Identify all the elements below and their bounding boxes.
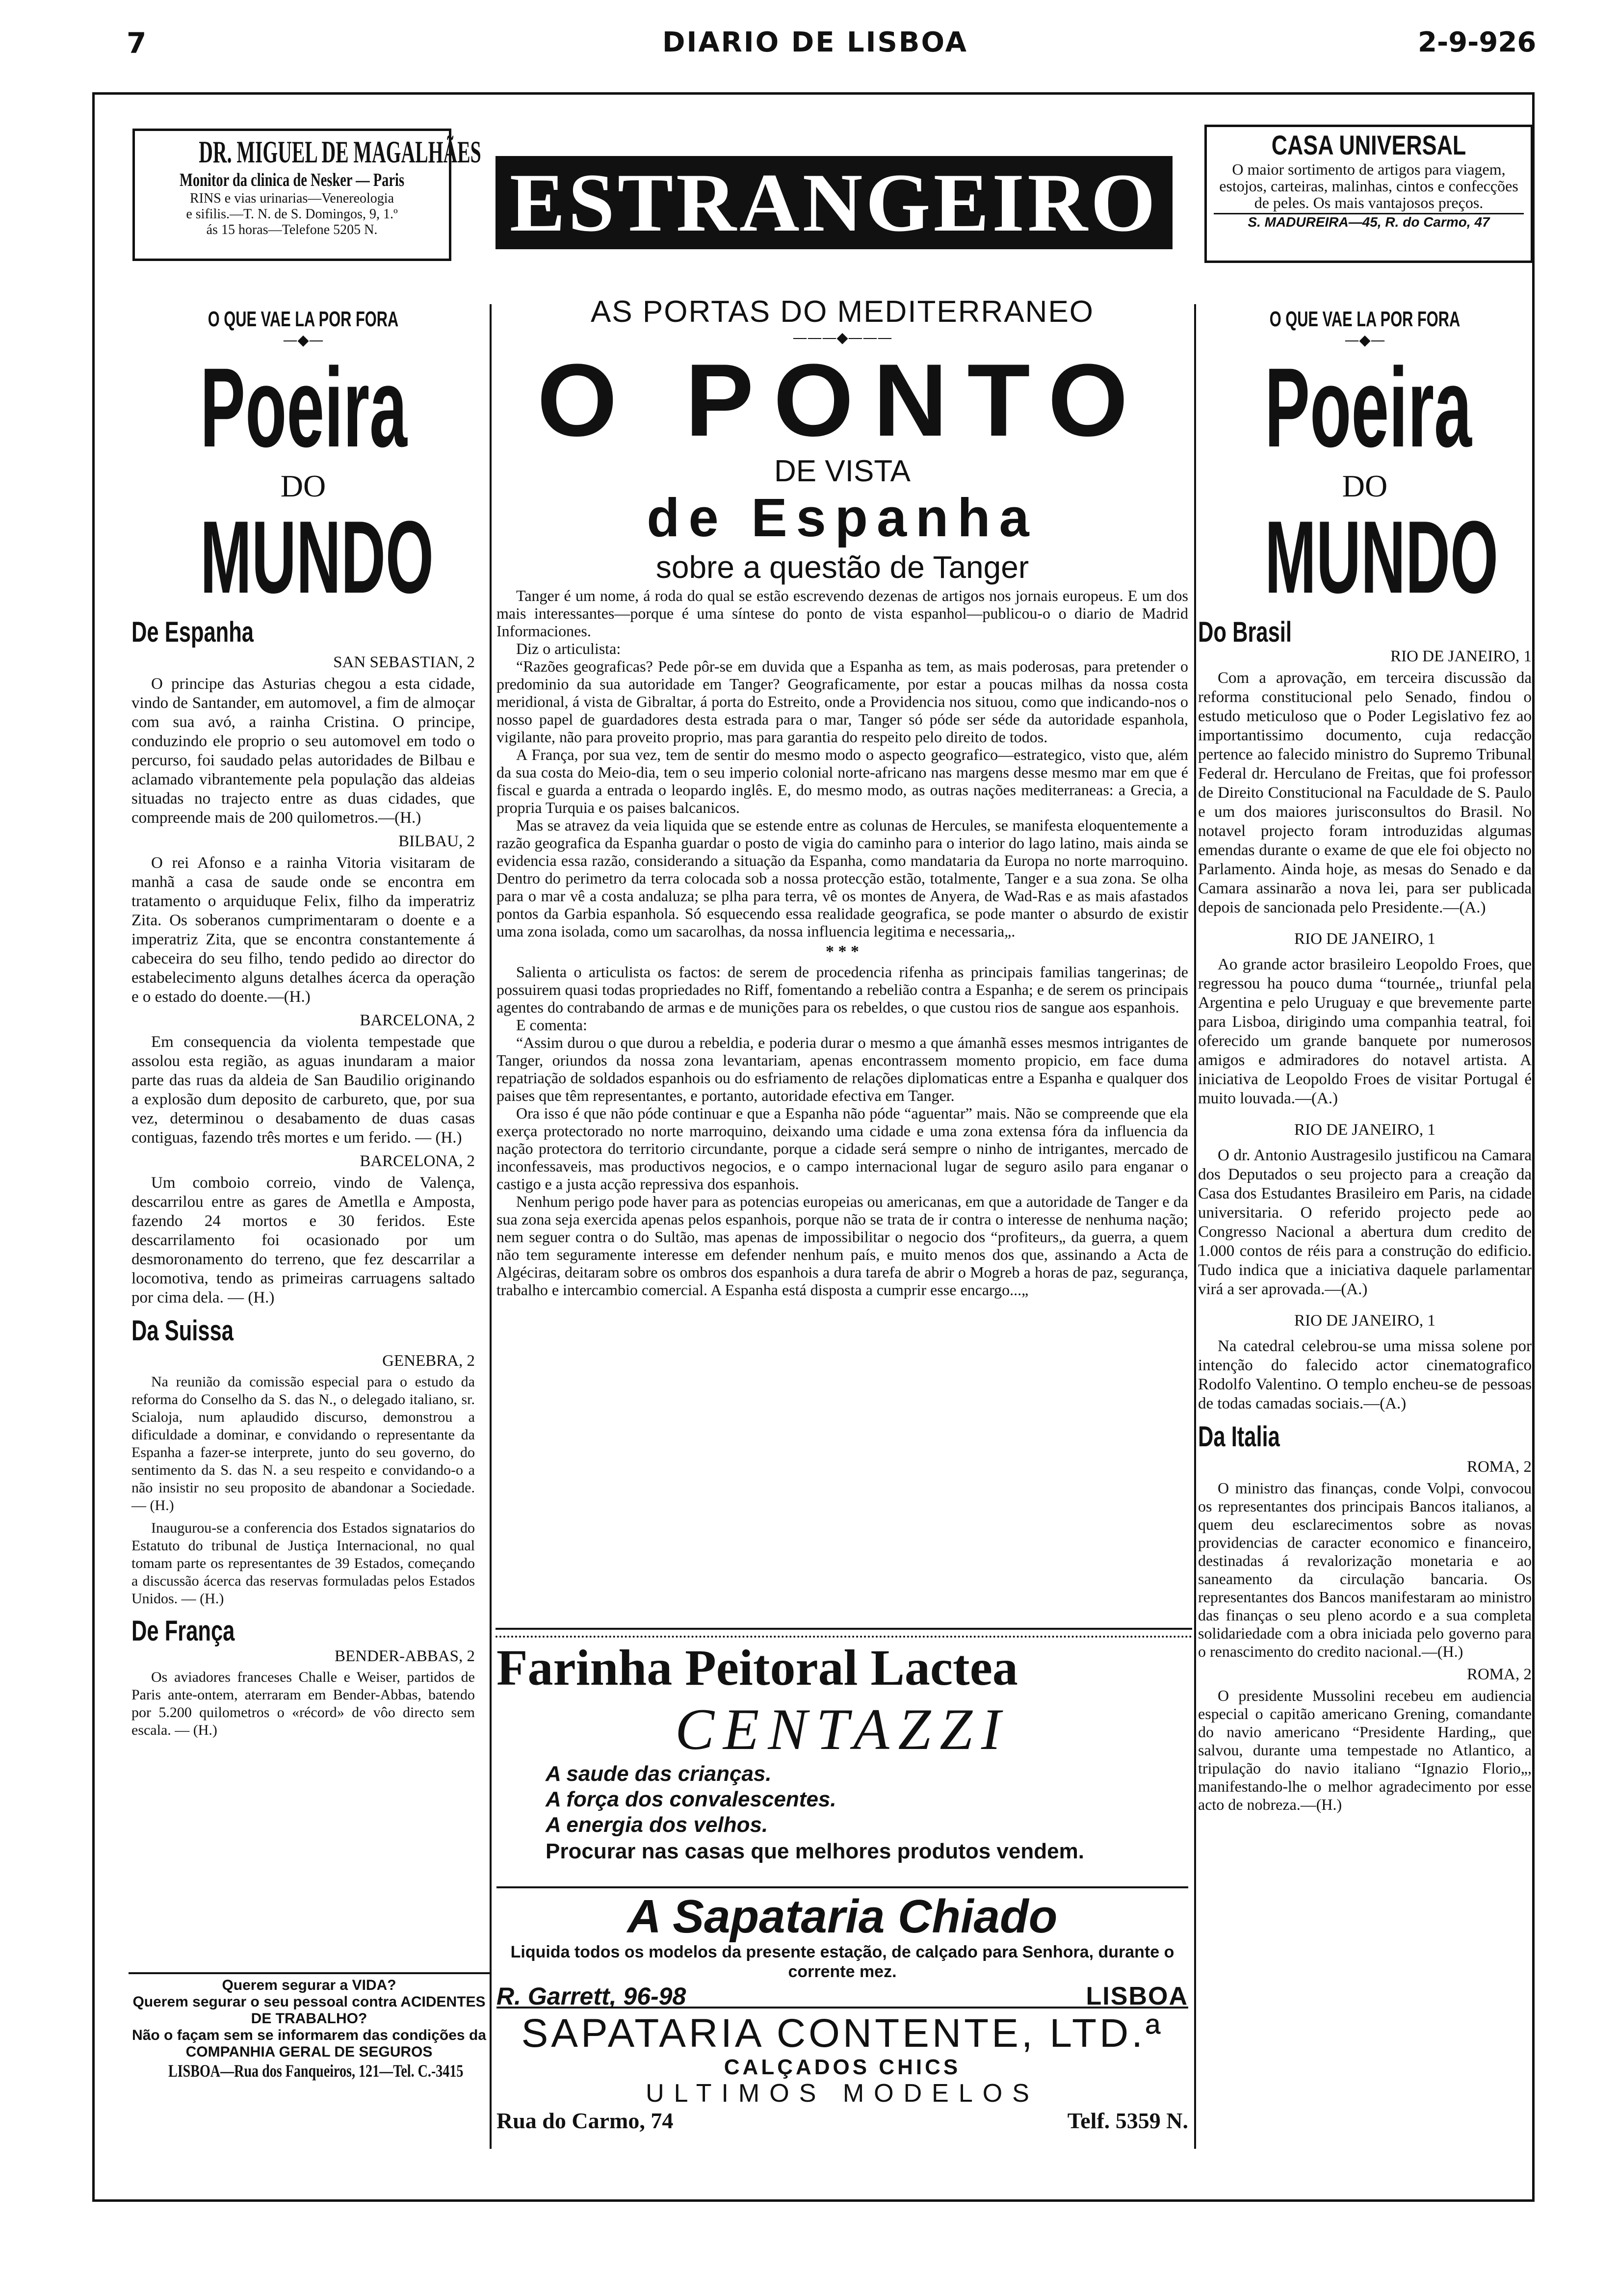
column-rule-left	[490, 304, 492, 2149]
heading-de-franca: De França	[131, 1615, 235, 1647]
dateline: RIO DE JANEIRO, 1	[1294, 1121, 1435, 1139]
insurance-q2: Querem segurar o seu pessoal contra ACIDENTES DE TRABALHO?	[132, 1994, 486, 2027]
news-item: Os aviadores franceses Challe e Weiser, partidos de Paris ante-ontem, aterraram em Bender-Abbas, batendo por 5.200 quilometros o «récord» de vôo directo sem escala. — (H.)	[131, 1669, 475, 1738]
doctor-name: DR. MIGUEL DE MAGALHÃES	[199, 134, 481, 169]
chiado-text: Liquida todos os modelos da presente estação, de calçado para Senhora, durante o corrente mez.	[510, 1943, 1174, 1981]
article-paragraph: Ora isso é que não póde continuar e que a Espanha não póde “aguentar” mais. Não se compreende que ela exerça protectorado no norte marroquino, deixando uma cidade e uma zona extensa fóra da influencia da nação protectora do territorio circundante, porque a cidade será sempre o ninho de intrigantes, mercado de inconfessaveis, mas productivos negocios, e o campo internacional lugar de seguro asilo para enganar o castigo e a justa acção repressiva dos espanhois.	[496, 1104, 1188, 1193]
heading-da-italia: Da Italia	[1198, 1421, 1280, 1453]
dateline: SAN SEBASTIAN, 2	[333, 653, 475, 671]
farinha-ad	[496, 1639, 1188, 1879]
news-item: O presidente Mussolini recebeu em audiencia especial o capitão americano Grening, comandante do navio americano “Presidente Harding„ que salvou, durante uma tempestade no Atlantico, a tripulação do navio italiano “Ignazio Florio„, manifestando-lhe o melhor agradecimento por esse acto de nobreza.—(H.)	[1198, 1687, 1532, 1813]
dateline: RIO DE JANEIRO, 1	[1294, 930, 1435, 948]
right-kicker: O QUE VAE LA POR FORA	[1269, 307, 1461, 331]
left-title-do: DO	[280, 469, 326, 503]
article-paragraph: “Assim durou o que durou a rebeldia, e poderia durar o mesmo a que ámanhã esses mesmos intrigantes de Tanger, oriundos da nossa zona levantariam, apenas encontrassem momento propicio, em face duma repatriação de soldados espanhois ou do esfriamento de relações diplomaticas entre a Espanha e qualquer dos paises que têm representantes, e portanto, autoridade efectiva em Tanger.	[496, 1034, 1188, 1104]
article-paragraph: Nenhum perigo pode haver para as potencias europeias ou americanas, em que a autoridade de Tanger e da sua zona seja exercida apenas pelos espanhois, porque não se trata de ir contra o interesse de nenhuma nação; nem seguer contra o do Sultão, mas apenas de impossibilitar o negocio dos “profiteurs„ da guerra, a quem não tem seguramente interesse em defender nenhum país, e muito menos dos que, assinando a Acta de Algéciras, deitaram sobre os ombros dos espanhois a dura tarefa de abrir o Mogreb a horas de paz, segurança, trabalho e intercambio comercial. A Espanha está disposta a cumprir esse encargo...„	[496, 1193, 1188, 1299]
right-title-mundo: MUNDO	[1265, 499, 1498, 615]
contente-line1: CALÇADOS CHICS	[724, 2055, 961, 2079]
farinha-title: Farinha Peitoral Lactea	[496, 1640, 1018, 1696]
dateline: BENDER-ABBAS, 2	[334, 1647, 475, 1665]
dateline: RIO DE JANEIRO, 1	[1390, 648, 1532, 665]
left-column	[131, 307, 475, 1739]
farinha-line1: A saude das crianças.	[546, 1762, 772, 1786]
chiado-title: A Sapataria Chiado	[627, 1890, 1058, 1943]
dateline: BARCELONA, 2	[360, 1152, 475, 1170]
news-item: O ministro das finanças, conde Volpi, convocou os representantes dos principais Bancos italianos, a quem deu esclarecimentos sobre as novas providencias de caracter economico e financeiro, destinadas á revalorização monetaria e ao saneamento da circulação bancaria. Os representantes dos Bancos manifestaram ao ministro das finanças o seu pleno acordo e a sua completa solidariedade com a obra iniciada pelo governo para o renascimento do credito nacional.—(H.)	[1198, 1479, 1532, 1660]
center-kicker-ornament: ———◆———	[792, 329, 892, 346]
farinha-brand: CENTAZZI	[675, 1696, 1010, 1762]
news-item: Na catedral celebrou-se uma missa solene por intenção do falecido actor cinematografico Rodolfo Valentino. O templo encheu-se de pessoas de todas camadas sociais.—(A.)	[1198, 1337, 1532, 1412]
article-separator: * * *	[826, 942, 859, 961]
chiado-address: R. Garrett, 96-98	[496, 1983, 686, 2010]
news-item: Um comboio correio, vindo de Valença, descarrilou entre as gares de Ametlla e Amposta, fazendo 24 mortos e 30 feridos. Este descarrilamento foi ocasionado por um desmoronamento do terreno, que fez descarrilar a locomotiva, tendo as primeiras carruagens saltado por cima dela. — (H.)	[131, 1174, 475, 1306]
left-kicker-ornament: —◆—	[283, 332, 324, 349]
page-number: 7	[127, 26, 147, 60]
center-kicker: AS PORTAS DO MEDITERRANEO	[590, 295, 1095, 329]
heading-do-brasil: Do Brasil	[1198, 616, 1292, 648]
news-item: Ao grande actor brasileiro Leopoldo Froes, que regressou ha pouco duma “tournée„ triunfal pela Argentina e pelo Uruguay e que brevemente parte para Lisboa, dirigindo uma companhia teatral, foi oferecido um grande banquete por numerosos amigos e admiradores do notavel artista. A iniciativa de Leopoldo Froes de visitar Portugal é muito louvada.—(A.)	[1198, 956, 1532, 1107]
casa-universal-address: S. MADUREIRA—45, R. do Carmo, 47	[1214, 213, 1524, 230]
news-item: O dr. Antonio Austragesilo justificou na Camara dos Deputados o seu projecto para a creação da Casa dos Estudantes Brasileiro em Paris, na cidade universitaria. O referido projecto pede ao Congresso Nacional a abertura dum credito de 1.000 contos de réis para a construção do edificio. Tudo indica que a iniciativa daquele parlamentar virá a ser aprovada.—(A.)	[1198, 1147, 1532, 1298]
heading-da-suissa: Da Suissa	[131, 1315, 234, 1347]
doctor-line1: Monitor da clinica de Nesker — Paris	[179, 170, 405, 190]
doctor-line4: ás 15 horas—Telefone 5205 N.	[206, 222, 378, 237]
issue-date: 2-9-926	[1418, 26, 1537, 58]
article-paragraph: Tanger é um nome, á roda do qual se estão escrevendo dezenas de artigos nos jornais europeus. E um dos mais interessantes—porque é uma síntese do ponto de vista espanhol—publicou-o o diario de Madrid Informaciones.	[496, 587, 1188, 640]
insurance-q1: Querem segurar a VIDA?	[222, 1977, 396, 1993]
center-column	[496, 294, 1188, 1299]
contente-phone: Telf. 5359 N.	[1067, 2108, 1188, 2133]
dateline: ROMA, 2	[1466, 1458, 1532, 1476]
newspaper-title: DIARIO DE LISBOA	[662, 26, 968, 58]
insurance-address: LISBOA—Rua dos Fanqueiros, 121—Tel. C.-3415	[168, 2061, 464, 2081]
doctor-line3: e sifilis.—T. N. de S. Domingos, 9, 1.º	[186, 207, 398, 222]
dateline: ROMA, 2	[1466, 1666, 1532, 1683]
center-title-o-ponto: O PONTO	[537, 342, 1148, 458]
casa-universal-ad	[1204, 125, 1533, 263]
left-title-mundo: MUNDO	[200, 499, 434, 615]
contente-ad	[496, 2007, 1188, 2134]
contente-title: SAPATARIA CONTENTE, LTD.ª	[521, 2011, 1164, 2056]
doctor-ad	[132, 129, 481, 261]
center-subtitle: sobre a questão de Tanger	[655, 549, 1029, 585]
right-title-poeira: Poeira	[1265, 344, 1472, 470]
news-item: Em consequencia da violenta tempestade que assolou esta região, as aguas inundaram a maior parte das ruas da aldeia de San Baudilio originando a explosão dum deposito de carbureto, que, por sua vez, determinou o desabamento de duas casas contiguas, fazendo três mortes e um ferido. — (H.)	[131, 1033, 475, 1147]
news-item: Com a aprovação, em terceira discussão da reforma constitucional pelo Senado, findou o estudo meticuloso que o Poder Legislativo fez ao importantissimo documento, cuja redacção pertence ao falecido ministro do Supremo Tribunal Federal dr. Herculano de Freitas, que foi professor de Direito Constitucional na Faculdade de S. Paulo e um dos maiores jurisconsultos do Brasil. No notavel projecto foram introduzidas algumas emendas durante o exame de que ele foi objecto no Parlamento. Ainda hoje, as mesas do Senado e da Camara assinarão a nova lei, para ser publicada depois de sancionada pelo Presidente.—(A.)	[1198, 669, 1532, 916]
dateline: BARCELONA, 2	[360, 1012, 475, 1029]
right-kicker-ornament: —◆—	[1344, 332, 1385, 349]
article-paragraph: Diz o articulista:	[516, 640, 621, 657]
farinha-line2: A força dos convalescentes.	[546, 1787, 836, 1811]
article-paragraph: “Razões geograficas? Pede pôr-se em duvida que a Espanha as tem, as mais poderosas, para pretender o predominio da sua autoridade em Tanger? Geograficamente, por estar a poucas milhas da nossa costa meridional, á vista de Gibraltar, á porta do Estreito, onde a Providencia nos situou, como que indicando-nos o nosso papel de guardadores desta estrada para o mar, Tanger só póde ser séde da autoridade espanhola, vigilante, não para proveito proprio, mas para garantia do respeito pelo direito de todos.	[496, 657, 1188, 746]
farinha-line3: A energia dos velhos.	[546, 1813, 768, 1837]
ads-separator	[496, 1628, 1192, 1638]
contente-line2: ULTIMOS MODELOS	[646, 2079, 1039, 2108]
contente-address: Rua do Carmo, 74	[496, 2108, 674, 2133]
article-paragraph: A França, por sua vez, tem de sentir do mesmo modo o aspecto geografico—estrategico, visto que, além da sua costa do Meio-dia, tem o seu imperio colonial norte-africano nas margens desse mesmo mar em que é fiscal e guarda a entrada o leopardo inglês. E, do mesmo modo, as outras nações mediterraneas: a Grecia, a propria Turquia e os paises balcanicos.	[496, 746, 1188, 816]
dateline: GENEBRA, 2	[382, 1352, 475, 1370]
dateline: BILBAU, 2	[398, 833, 475, 850]
dateline: RIO DE JANEIRO, 1	[1294, 1312, 1435, 1330]
right-title-do: DO	[1342, 469, 1388, 503]
news-item: O principe das Asturias chegou a esta cidade, vindo de Santander, em automovel, a fim de almoçar com sua avó, a rainha Cristina. O principe, conduzindo ele proprio o seu automovel em todo o percurso, foi saudado pelas autoridades de Bilbau e aclamado vibrantemente pela população das aldeias situadas no trajecto entre as duas cidades, que compreende mais de 200 quilometros.—(H.)	[131, 675, 475, 827]
farinha-line4: Procurar nas casas que melhores produtos vendem.	[546, 1839, 1084, 1863]
center-title-de-espanha: de Espanha	[647, 488, 1038, 548]
news-item: Inaugurou-se a conferencia dos Estados signatarios do Estatuto do tribunal de Justiça Internacional, no qual tomam parte os representantes de 39 Estados, começando a discussão ácerca das reservas formuladas pelos Estados Unidos. — (H.)	[131, 1520, 475, 1607]
doctor-line2: RINS e vias urinarias—Venereologia	[190, 191, 394, 206]
right-column	[1198, 307, 1532, 1814]
insurance-q3: Não o façam sem se informarem das condições da COMPANHIA GERAL DE SEGUROS	[132, 2027, 486, 2060]
heading-de-espanha: De Espanha	[131, 616, 254, 648]
column-rule-right	[1194, 304, 1196, 2149]
news-item: Na reunião da comissão especial para o estudo da reforma do Conselho da S. das N., o delegado italiano, sr. Scialoja, num aplaudido discurso, demonstrou a dificuldade a dominar, e convidando o representante da Espanha a fazer-se interprete, junto do seu governo, do sentimento da S. das N. a seu respeito e convidando-o a não insistir no seu proposito de abandonar a Sociedade. — (H.)	[131, 1374, 475, 1513]
chiado-ad	[496, 1886, 1188, 2011]
casa-universal-name: CASA UNIVERSAL	[1271, 130, 1466, 160]
left-title-poeira: Poeira	[200, 344, 407, 470]
casa-universal-text: O maior sortimento de artigos para viagem, estojos, carteiras, malinhas, cintos e confecções de peles. Os mais vantajosos preços.	[1219, 160, 1518, 211]
center-title-de-vista: DE VISTA	[774, 454, 911, 488]
insurance-ad	[129, 1972, 490, 2081]
article-paragraph: Mas se atravez da veia liquida que se estende entre as colunas de Hercules, se manifesta eloquentemente a razão geografica da Espanha guardar o posto de vigia do caminho para o interior do lago latino, mais ainda se evidencia essa razão, considerando a situação da Espanha, como mandataria da Europa no norte marroquino. Dentro do perimetro da terra colocada sob a nossa protecção estão, totalmente, Tanger e a sua zona. Se olha para o mar vê a costa andaluza; se plha para terra, vê os montes de Anyera, de Wad-Ras e as mais afastados pontos da Garbia espanhola. Só esquecendo essa realidade geografica, se pode manter o absurdo de existir uma zona isolada, como um sacarolhas, da nossa influencia legitima e necessaria„.	[496, 816, 1188, 940]
left-kicker: O QUE VAE LA POR FORA	[208, 307, 399, 331]
article-paragraph: Salienta o articulista os factos: de serem de procedencia rifenha as principais familias tangerinas; de possuirem quasi todas propriedades no Riff, fomentando a rebelião contra a Espanha; e de serem os principais agentes do contrabando de armas e de munições para os rebeldes, o que custou rios de sangue aos espanhois.	[496, 963, 1188, 1016]
section-title-box	[496, 156, 1173, 249]
section-title: ESTRANGEIRO	[509, 157, 1159, 249]
news-item: O rei Afonso e a rainha Vitoria visitaram de manhã a casa de saude onde se encontra em tratamento o arquiduque Felix, filho da imperatriz Zita. Os soberanos cumprimentaram o doente e a imperatriz Zita, que se encontra constantemente á cabeceira do seu filho, tendo pedido ao director do estabelecimento alguns detalhes ácerca da operação e o estado do doente.—(H.)	[131, 854, 475, 1006]
chiado-city: LISBOA	[1086, 1982, 1188, 2010]
article-paragraph: E comenta:	[516, 1016, 587, 1034]
